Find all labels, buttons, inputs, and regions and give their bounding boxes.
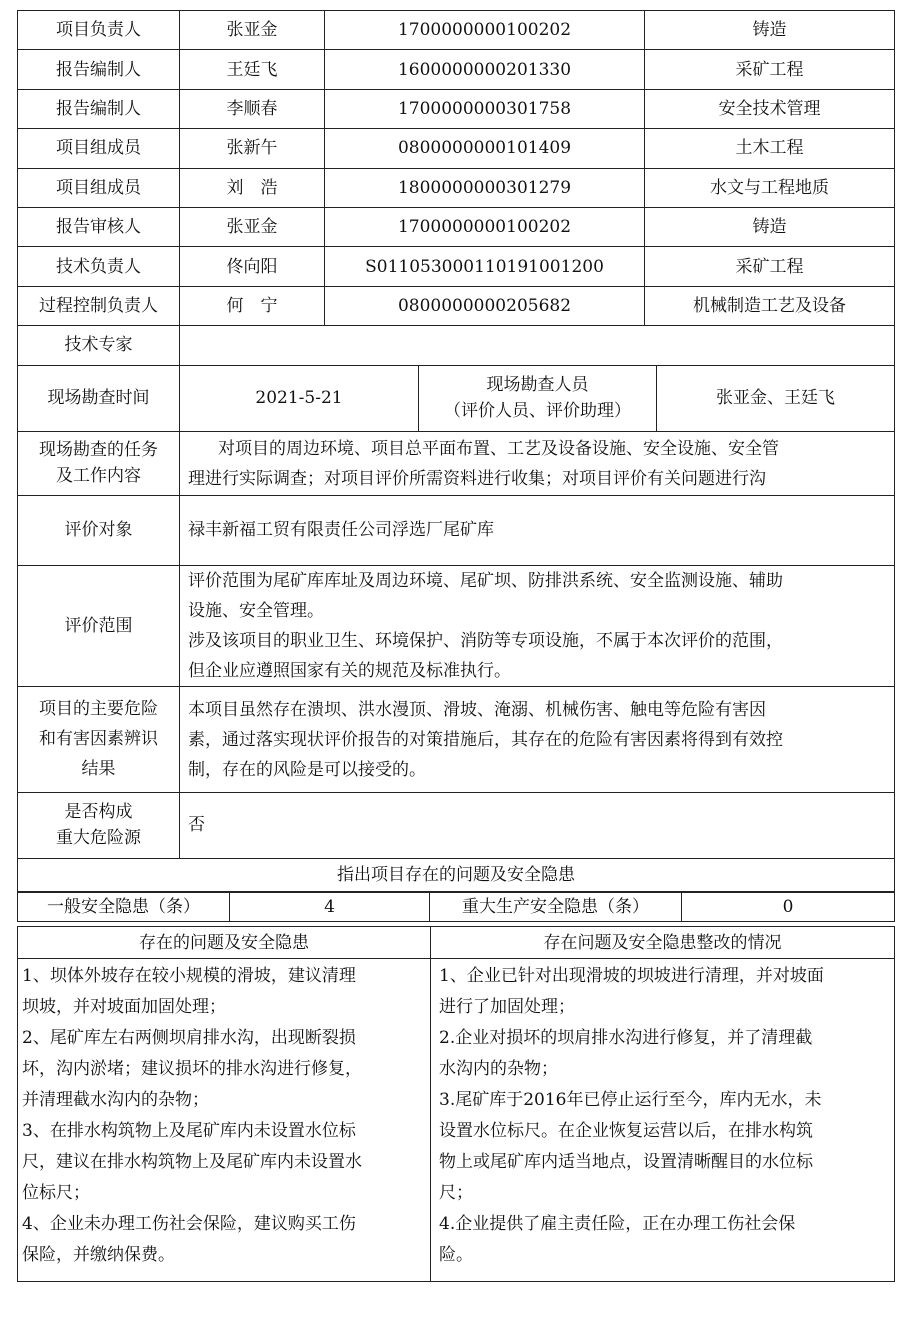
scope-row — [18, 565, 895, 686]
personnel-cert: 1600000000201330 — [325, 50, 645, 89]
hazard-label-line: 和有害因素辨识 — [39, 729, 158, 750]
issues-count-table — [17, 891, 895, 922]
task-line2: 理进行实际调查；对项目评价所需资料进行收集；对项目评价有关问题进行沟 — [188, 468, 766, 489]
hazard-content — [180, 686, 895, 792]
problem-line: 3、在排水构筑物上及尾矿库内未设置水位标 — [22, 1121, 356, 1142]
problem-line: 保险，并缴纳保费。 — [22, 1245, 175, 1266]
survey-time-value: 2021-5-21 — [180, 365, 419, 431]
rectify-line: 1、企业已针对出现滑坡的坝坡进行清理，并对坡面 — [439, 966, 824, 987]
major-source-row — [18, 792, 895, 858]
expert-label: 技术专家 — [18, 325, 180, 365]
personnel-cert: 1700000000301758 — [325, 89, 645, 128]
hazard-line: 制，存在的风险是可以接受的。 — [188, 759, 426, 780]
expert-value — [180, 325, 895, 365]
personnel-name: 刘 浩 — [180, 168, 325, 207]
problem-line: 坝坡，并对坡面加固处理； — [22, 997, 226, 1018]
problem-line: 位标尺； — [22, 1183, 90, 1204]
personnel-row — [18, 50, 895, 89]
problem-line: 1、坝体外坡存在较小规模的滑坡，建议清理 — [22, 966, 356, 987]
hazard-row — [18, 686, 895, 792]
rectify-line: 险。 — [439, 1245, 473, 1266]
personnel-name: 佟向阳 — [180, 247, 325, 286]
rectify-line: 水沟内的杂物； — [439, 1059, 558, 1080]
expert-row — [18, 325, 895, 365]
hazard-line: 素，通过落实现状评价报告的对策措施后，其存在的危险有害因素将得到有效控 — [188, 729, 783, 750]
personnel-row — [18, 286, 895, 325]
personnel-name: 张亚金 — [180, 207, 325, 246]
object-value: 禄丰新福工贸有限责任公司浮选厂尾矿库 — [180, 495, 895, 565]
survey-row — [18, 365, 895, 431]
personnel-row — [18, 207, 895, 246]
rectify-header: 存在问题及安全隐患整改的情况 — [431, 927, 895, 959]
major-hazard-label: 重大生产安全隐患（条） — [430, 892, 682, 922]
major-source-value: 否 — [180, 792, 895, 858]
task-label-line2: 及工作内容 — [56, 466, 141, 487]
survey-people-label-line1: 现场勘查人员 — [486, 375, 589, 396]
survey-people-value: 张亚金、王廷飞 — [657, 365, 895, 431]
personnel-cert: 0800000000205682 — [325, 286, 645, 325]
personnel-major: 采矿工程 — [645, 50, 895, 89]
rectify-line: 设置水位标尺。在企业恢复运营以后，在排水构筑 — [439, 1121, 813, 1142]
rectify-line: 3.尾矿库于2016年已停止运行至今，库内无水，未 — [439, 1090, 822, 1111]
issues-title-row — [18, 858, 895, 892]
personnel-row — [18, 247, 895, 286]
personnel-row — [18, 11, 895, 50]
survey-people-label — [419, 365, 657, 431]
scope-line: 设施、安全管理。 — [188, 600, 324, 621]
personnel-row — [18, 89, 895, 128]
problem-line: 2、尾矿库左右两侧坝肩排水沟，出现断裂损 — [22, 1028, 356, 1049]
major-source-label — [18, 792, 180, 858]
issues-detail-table — [17, 926, 895, 1282]
object-label: 评价对象 — [18, 495, 180, 565]
scope-content — [180, 565, 895, 686]
personnel-role: 过程控制负责人 — [18, 286, 180, 325]
object-row — [18, 495, 895, 565]
task-label-line1: 现场勘查的任务 — [39, 440, 158, 461]
personnel-role: 报告审核人 — [18, 207, 180, 246]
rectify-line: 尺； — [439, 1183, 473, 1204]
personnel-role: 技术负责人 — [18, 247, 180, 286]
personnel-cert: 0800000000101409 — [325, 129, 645, 168]
personnel-role: 报告编制人 — [18, 50, 180, 89]
hazard-label-line: 项目的主要危险 — [39, 699, 158, 720]
personnel-cert: 1700000000100202 — [325, 207, 645, 246]
scope-line: 评价范围为尾矿库库址及周边环境、尾矿坝、防排洪系统、安全监测设施、辅助 — [188, 570, 783, 591]
scope-line: 涉及该项目的职业卫生、环境保护、消防等专项设施，不属于本次评价的范围， — [188, 630, 783, 651]
rectify-list — [431, 959, 895, 1282]
personnel-major: 安全技术管理 — [645, 89, 895, 128]
survey-time-label: 现场勘查时间 — [18, 365, 180, 431]
problem-line: 4、企业未办理工伤社会保险，建议购买工伤 — [22, 1214, 356, 1235]
personnel-major: 水文与工程地质 — [645, 168, 895, 207]
personnel-major: 机械制造工艺及设备 — [645, 286, 895, 325]
personnel-name: 张新午 — [180, 129, 325, 168]
personnel-major: 铸造 — [645, 11, 895, 50]
hazard-label — [18, 686, 180, 792]
personnel-name: 王廷飞 — [180, 50, 325, 89]
personnel-major: 土木工程 — [645, 129, 895, 168]
rectify-line: 进行了加固处理； — [439, 997, 575, 1018]
problem-line: 并清理截水沟内的杂物； — [22, 1090, 209, 1111]
personnel-role: 项目组成员 — [18, 168, 180, 207]
personnel-role: 报告编制人 — [18, 89, 180, 128]
issues-title: 指出项目存在的问题及安全隐患 — [18, 858, 895, 892]
problems-header: 存在的问题及安全隐患 — [18, 927, 431, 959]
personnel-row — [18, 129, 895, 168]
personnel-major: 采矿工程 — [645, 247, 895, 286]
scope-line: 但企业应遵照国家有关的规范及标准执行。 — [188, 660, 511, 681]
hazard-label-line: 结果 — [81, 759, 116, 780]
personnel-major: 铸造 — [645, 207, 895, 246]
personnel-row — [18, 168, 895, 207]
personnel-table — [17, 10, 895, 326]
personnel-role: 项目负责人 — [18, 11, 180, 50]
problems-list — [18, 959, 431, 1282]
task-line1: 对项目的周边环境、项目总平面布置、工艺及设备设施、安全设施、安全管 — [218, 438, 779, 459]
general-hazard-count: 4 — [230, 892, 430, 922]
major-source-label-line: 重大危险源 — [56, 828, 141, 849]
problem-line: 坏，沟内淤堵；建议损坏的排水沟进行修复， — [22, 1059, 362, 1080]
rectify-line: 2.企业对损坏的坝肩排水沟进行修复，并了清理截 — [439, 1028, 813, 1049]
personnel-cert: S011053000110191001200 — [325, 247, 645, 286]
personnel-name: 张亚金 — [180, 11, 325, 50]
task-content — [180, 431, 895, 495]
rectify-line: 物上或尾矿库内适当地点，设置清晰醒目的水位标 — [439, 1152, 813, 1173]
personnel-name: 何 宁 — [180, 286, 325, 325]
task-row — [18, 431, 895, 495]
rectify-line: 4.企业提供了雇主责任险，正在办理工伤社会保 — [439, 1214, 796, 1235]
personnel-cert: 1800000000301279 — [325, 168, 645, 207]
major-source-label-line: 是否构成 — [64, 802, 133, 823]
general-hazard-label: 一般安全隐患（条） — [18, 892, 230, 922]
problem-line: 尺，建议在排水构筑物上及尾矿库内未设置水 — [22, 1152, 362, 1173]
personnel-name: 李顺春 — [180, 89, 325, 128]
task-label — [18, 431, 180, 495]
personnel-cert: 1700000000100202 — [325, 11, 645, 50]
scope-label: 评价范围 — [18, 565, 180, 686]
major-hazard-count: 0 — [682, 892, 895, 922]
survey-people-label-line2: （评价人员、评价助理） — [444, 401, 631, 422]
info-table — [17, 325, 895, 893]
personnel-role: 项目组成员 — [18, 129, 180, 168]
hazard-line: 本项目虽然存在溃坝、洪水漫顶、滑坡、淹溺、机械伤害、触电等危险有害因 — [188, 699, 766, 720]
evaluation-form — [17, 10, 894, 1282]
